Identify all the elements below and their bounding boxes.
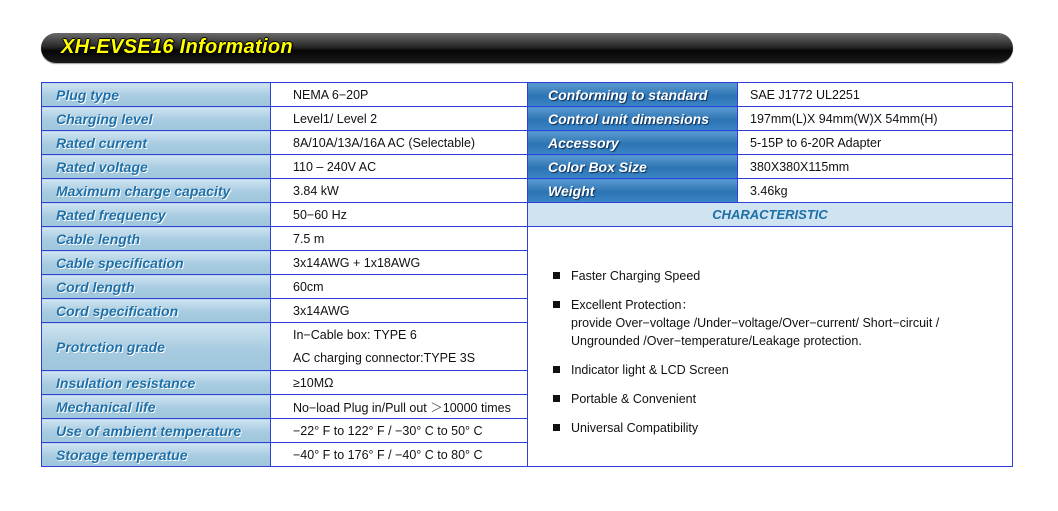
feature-detail: provide Over−voltage /Under−voltage/Over−current/ Short−circuit /	[571, 316, 940, 330]
characteristic-list	[528, 245, 1012, 437]
table-row	[42, 251, 528, 275]
table-row	[42, 395, 528, 419]
spec-label: Mechanical life	[56, 398, 156, 415]
spec-value: 197mm(L)X 94mm(W)X 54mm(H)	[750, 111, 938, 126]
spec-value: 50−60 Hz	[293, 207, 347, 222]
spec-value: 8A/10A/13A/16A AC (Selectable)	[293, 135, 476, 150]
spec-label: Plug type	[56, 86, 120, 103]
spec-label: Accessory	[548, 134, 619, 151]
spec-value: SAE J1772 UL2251	[750, 87, 860, 102]
spec-value-line: AC charging connector:TYPE 3S	[293, 350, 476, 365]
list-item	[553, 361, 1012, 379]
table-row	[42, 443, 528, 467]
spec-value: −22° F to 122° F / −30° C to 50° C	[293, 423, 483, 438]
spec-value: ≥10MΩ	[293, 375, 334, 390]
spec-label: Color Box Size	[548, 158, 647, 175]
characteristic-body-row	[528, 227, 1013, 467]
table-row	[528, 83, 1013, 107]
spec-label: Cord length	[56, 278, 135, 295]
spec-label: Cable specification	[56, 254, 184, 271]
feature-detail: Ungrounded /Over−temperature/Leakage protection.	[571, 334, 862, 348]
table-row	[42, 107, 528, 131]
spec-value: 5-15P to 6-20R Adapter	[750, 135, 882, 150]
feature-text: Universal Compatibility	[571, 421, 699, 435]
square-bullet-icon	[553, 424, 560, 431]
table-row	[42, 83, 528, 107]
spec-label: Use of ambient temperature	[56, 422, 242, 439]
feature-text: Portable & Convenient	[571, 392, 697, 406]
spec-label: Charging level	[56, 110, 153, 127]
spec-label: Storage temperatue	[56, 446, 188, 463]
title-banner	[41, 33, 1013, 63]
square-bullet-icon	[553, 366, 560, 373]
table-row	[42, 419, 528, 443]
table-row	[42, 227, 528, 251]
spec-value: NEMA 6−20P	[293, 87, 369, 102]
list-item	[553, 419, 1012, 437]
table-row	[42, 155, 528, 179]
spec-value: Level1/ Level 2	[293, 111, 378, 126]
table-row	[528, 107, 1013, 131]
spec-label: Insulation resistance	[56, 374, 196, 391]
spec-label: Conforming to standard	[548, 86, 708, 103]
spec-table-left	[41, 82, 528, 467]
table-row	[42, 299, 528, 323]
characteristic-header-row	[528, 203, 1013, 227]
table-row	[42, 131, 528, 155]
spec-label: Cable length	[56, 230, 141, 247]
table-row	[42, 275, 528, 299]
table-row	[42, 179, 528, 203]
spec-label: Rated frequency	[56, 206, 166, 223]
feature-text: Indicator light & LCD Screen	[571, 363, 729, 377]
feature-text: Faster Charging Speed	[571, 269, 701, 283]
spec-value: 3x14AWG	[293, 303, 350, 318]
spec-label: Rated voltage	[56, 158, 148, 175]
spec-value: 60cm	[293, 279, 324, 294]
spec-label: Weight	[548, 182, 595, 199]
spec-value: 3.84 kW	[293, 183, 339, 198]
square-bullet-icon	[553, 272, 560, 279]
spec-label: Protrction grade	[56, 338, 165, 355]
table-row	[42, 371, 528, 395]
table-row	[528, 155, 1013, 179]
spec-value-line: In−Cable box: TYPE 6	[293, 327, 417, 342]
page-title: XH-EVSE16 Information	[61, 36, 293, 58]
characteristic-heading: CHARACTERISTIC	[712, 206, 828, 222]
spec-label: Control unit dimensions	[548, 110, 709, 127]
spec-value: 380X380X115mm	[750, 159, 850, 174]
square-bullet-icon	[553, 395, 560, 402]
spec-label: Cord specification	[56, 302, 179, 319]
table-row	[42, 203, 528, 227]
spec-table-right	[527, 82, 1013, 467]
spec-value: 110 – 240V AC	[293, 159, 377, 174]
spec-label: Rated current	[56, 134, 148, 151]
list-item	[553, 267, 1012, 285]
feature-text: Excellent Protection：	[571, 298, 694, 312]
table-row	[528, 131, 1013, 155]
table-row	[528, 179, 1013, 203]
spec-value: No−load Plug in/Pull out ＞10000 times	[293, 400, 511, 415]
spec-value: 3.46kg	[750, 183, 788, 198]
spec-value: 3x14AWG + 1x18AWG	[293, 255, 421, 270]
list-item	[553, 390, 1012, 408]
spec-value: −40° F to 176° F / −40° C to 80° C	[293, 447, 483, 462]
table-row-protection	[42, 323, 528, 371]
spec-label: Maximum charge capacity	[56, 182, 231, 199]
spec-value: 7.5 m	[293, 231, 325, 246]
square-bullet-icon	[553, 301, 560, 308]
list-item	[553, 296, 1012, 350]
